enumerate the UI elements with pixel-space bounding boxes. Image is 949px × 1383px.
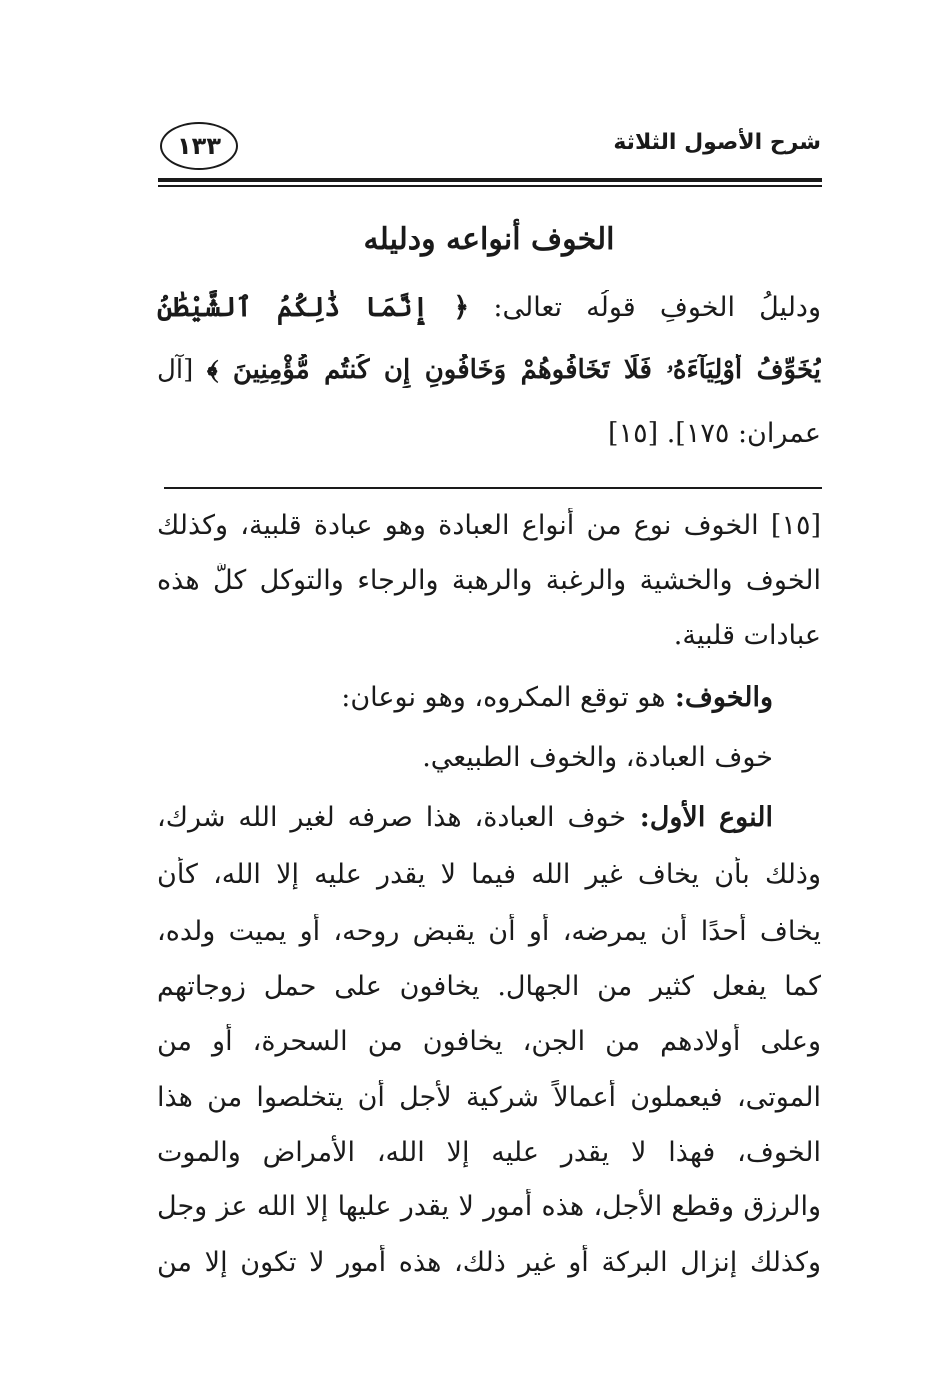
first-type-line [157, 800, 773, 835]
fear-definition-term: والخوف: [665, 682, 773, 713]
fear-definition [157, 680, 773, 715]
commentary-line: الخوف والخشية والرغبة والرهبة والرجاء والتوكل كلٌّ هذه [157, 565, 821, 596]
header-rule-thick [158, 178, 822, 182]
proof-line-3: عمران: ١٧٥]. [١٥] [608, 418, 821, 449]
commentary-line: الخوف، فهذا لا يقدر عليه إلا الله، الأمراض والموت [157, 1137, 821, 1168]
commentary-line: الموتى، فيعملون أعمالاً شركية لأجل أن يتخلصوا من هذا [157, 1082, 821, 1113]
commentary-separator [164, 487, 822, 489]
verse-citation-start: [آل [157, 355, 207, 385]
verse-part-1: ﴿ إِنَّمَا ذَٰلِكُمُ ٱلشَّيْطَٰنُ [157, 292, 470, 323]
commentary-line: [١٥] الخوف نوع من أنواع العبادة وهو عبادة قلبية، وكذلك [157, 510, 821, 541]
fear-types: خوف العبادة، والخوف الطبيعي. [422, 742, 773, 773]
commentary-line: والرزق وقطع الأجل، هذه أمور لا يقدر عليها إلا الله عز وجل [157, 1191, 821, 1222]
commentary-line: وكذلك إنزال البركة أو غير ذلك، هذه أمور لا تكون إلا من [157, 1247, 821, 1278]
page-number-badge [160, 122, 238, 170]
commentary-line: يخاف أحدًا أن يمرضه، أو أن يقبض روحه، أو يميت ولده، [157, 916, 821, 947]
proof-line-1 [157, 290, 821, 325]
page-number: ١٣٣ [177, 132, 221, 160]
commentary-line: وعلى أولادهم من الجن، يخافون من السحرة، أو من [157, 1026, 821, 1057]
commentary-line: كما يفعل كثير من الجهال. يخافون على حمل زوجاتهم [157, 971, 821, 1002]
header-rule-thin [158, 185, 822, 187]
running-head-title: شرح الأصول الثلاثة [613, 130, 821, 155]
proof-intro: ودليلُ الخوفِ قولُه تعالى: [469, 292, 821, 323]
commentary-line: وذلك بأن يخاف غير الله فيما لا يقدر عليه إلا الله، كأن [157, 859, 821, 890]
fear-definition-text: هو توقع المكروه، وهو نوعان: [341, 682, 666, 713]
commentary-line: عبادات قلبية. [673, 620, 821, 651]
section-title: الخوف أنواعه ودليله [363, 222, 615, 257]
verse-part-2: يُخَوِّفُ أَوْلِيَآءَهُۥ فَلَا تَخَافُوهُمْ وَخَافُونِ إِن كُنتُم مُّؤْمِنِينَ ﴾ [206, 355, 821, 385]
first-type-term: النوع الأول: [626, 802, 773, 833]
first-type-text: خوف العبادة، هذا صرفه لغير الله شرك، [157, 802, 627, 833]
proof-line-2 [157, 354, 821, 388]
